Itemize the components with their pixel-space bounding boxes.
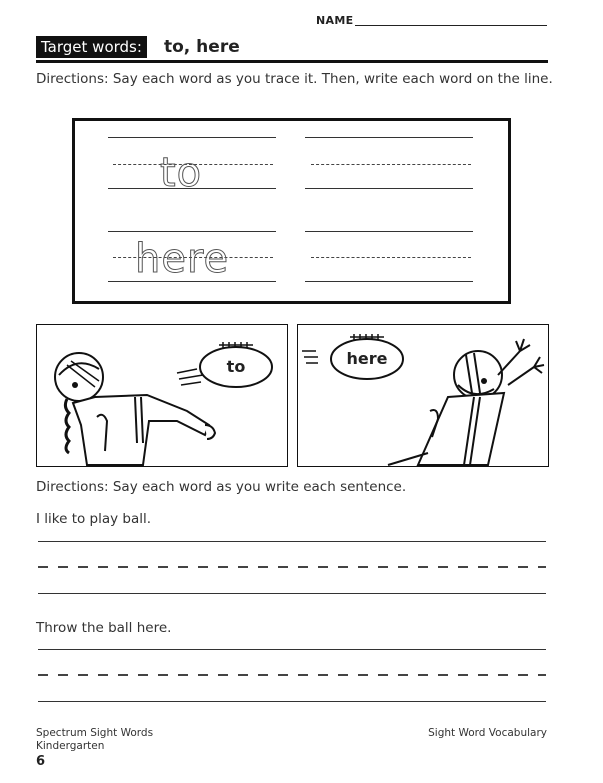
writing-base-line[interactable] [38, 593, 546, 594]
write-base-line[interactable] [305, 188, 473, 189]
directions-sentence: Directions: Say each word as you write each sentence. [36, 479, 407, 495]
trace-top-line [108, 137, 276, 138]
target-words: to, here [164, 37, 240, 57]
trace-word-to[interactable]: to [160, 150, 203, 196]
writing-mid-dash [38, 674, 546, 676]
write-mid-dash [311, 257, 471, 258]
name-label: NAME [316, 14, 354, 27]
write-mid-dash [311, 164, 471, 165]
sentence-2: Throw the ball here. [36, 620, 172, 636]
trace-top-line [108, 231, 276, 232]
sentence-1: I like to play ball. [36, 511, 152, 527]
name-input-line[interactable] [355, 25, 547, 26]
footer-book-title: Spectrum Sight Words [36, 727, 154, 739]
writing-mid-dash [38, 566, 546, 568]
header-rule [36, 60, 548, 63]
footer-section: Sight Word Vocabulary [428, 727, 547, 739]
football-label-to: to [226, 357, 246, 376]
writing-top-line[interactable] [38, 649, 546, 650]
player-catching-illustration [298, 325, 549, 467]
footer-grade: Kindergarten [36, 740, 105, 752]
target-words-label: Target words: [36, 36, 147, 58]
write-base-line[interactable] [305, 281, 473, 282]
tracing-box [72, 118, 511, 304]
directions-trace: Directions: Say each word as you trace it. Then, write each word on the line. [36, 71, 553, 87]
write-top-line[interactable] [305, 137, 473, 138]
writing-base-line[interactable] [38, 701, 546, 702]
trace-word-here[interactable]: here [135, 236, 230, 282]
write-top-line[interactable] [305, 231, 473, 232]
football-to [197, 339, 275, 389]
picture-throwing [36, 324, 288, 467]
page-number: 6 [36, 754, 46, 769]
football-label-here: here [346, 349, 388, 368]
writing-top-line[interactable] [38, 541, 546, 542]
picture-catching [297, 324, 549, 467]
